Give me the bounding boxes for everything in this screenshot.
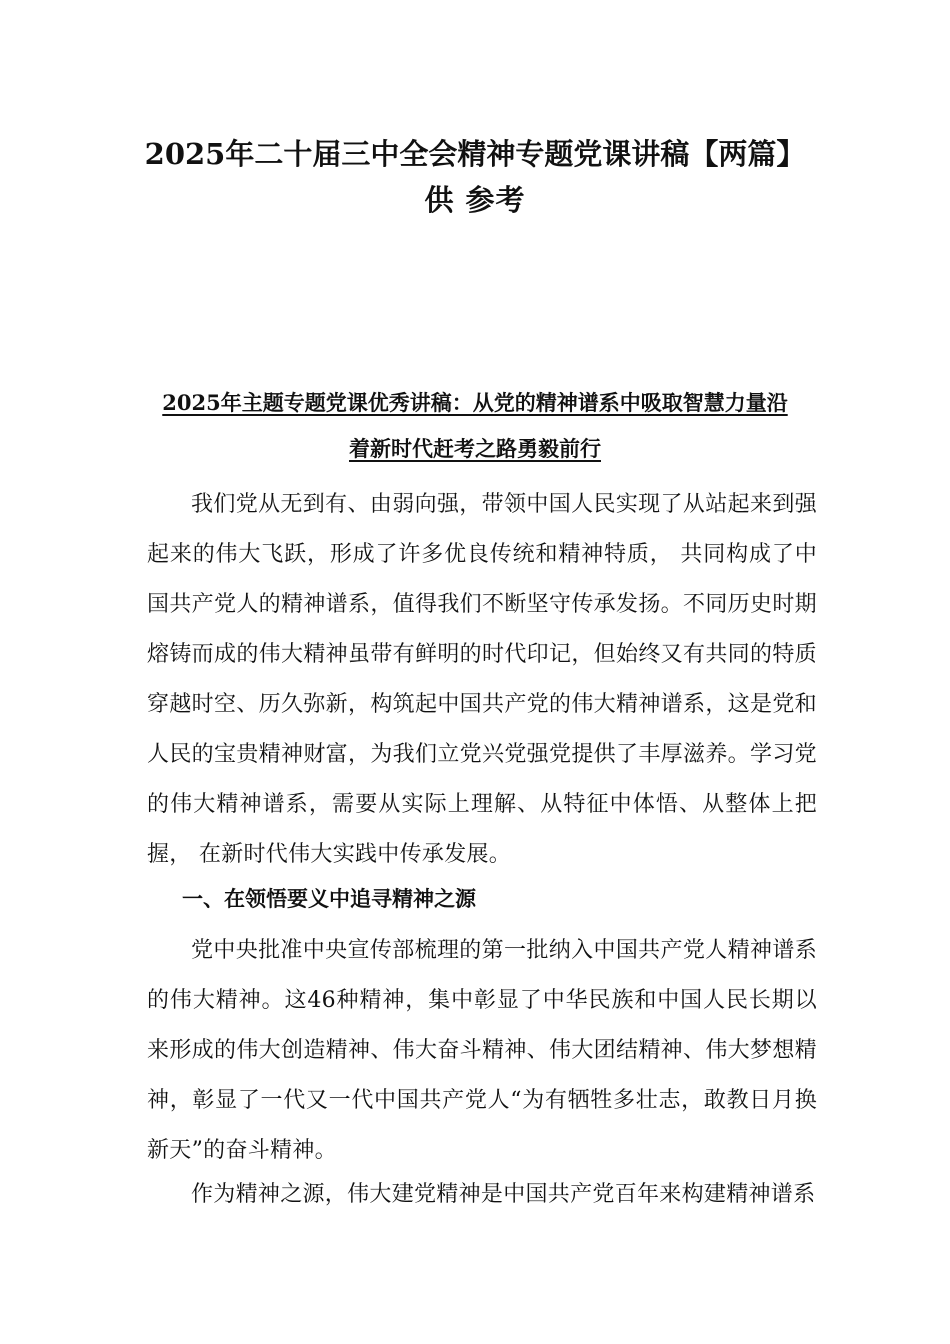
paragraph-intro-text: 我们党从无到有、由弱向强，带领中国人民实现了从站起来到强起来的伟大飞跃，形成了许多优良传统和精神特质， 共同构成了中国共产党人的精神谱系，值得我们不断坚守传承发扬。不同历史时期熔铸而成的伟大精神虽带有鲜明的时代印记，但始终又有共同的特质穿越时空、历久弥新，构筑起中国共产党的伟大精神谱系，这是党和人民的宝贵精神财富，为我们立党兴党强党提供了丰厚滋养。学习党的伟大精神谱系，需要从实际上理解、从特征中体悟、从整体上把握， 在新时代伟大实践中传承发展。 [147,492,817,867]
section-heading-1: 一、在领悟要义中追寻精神之源 [182,886,476,911]
section-title-line2-text: 着新时代赶考之路勇毅前行 [349,436,601,461]
paragraph-spirit-list [147,926,817,1176]
paragraph-spirit-list-text: 党中央批准中央宣传部梳理的第一批纳入中国共产党人精神谱系的伟大精神。这46种精神，集中彰显了中华民族和中国人民长期以来形成的伟大创造精神、伟大奋斗精神、伟大团结精神、伟大梦想精神，彰显了一代又一代中国共产党人“为有牺牲多壮志，敢教日月换新天”的奋斗精神。 [147,938,817,1163]
section-title-line2 [0,434,950,464]
document-title-line2: 供 参考 [424,183,526,217]
section-title-line1 [0,388,950,418]
paragraph-source-text: 作为精神之源，伟大建党精神是中国共产党百年来构建精神谱系 [191,1182,816,1207]
paragraph-source [147,1170,817,1220]
section-title-line1-text: 2025年主题专题党课优秀讲稿：从党的精神谱系中吸取智慧力量沿 [162,390,788,415]
paragraph-intro [147,480,817,880]
document-title-line1: 2025年二十届三中全会精神专题党课讲稿【两篇】 [144,137,806,171]
